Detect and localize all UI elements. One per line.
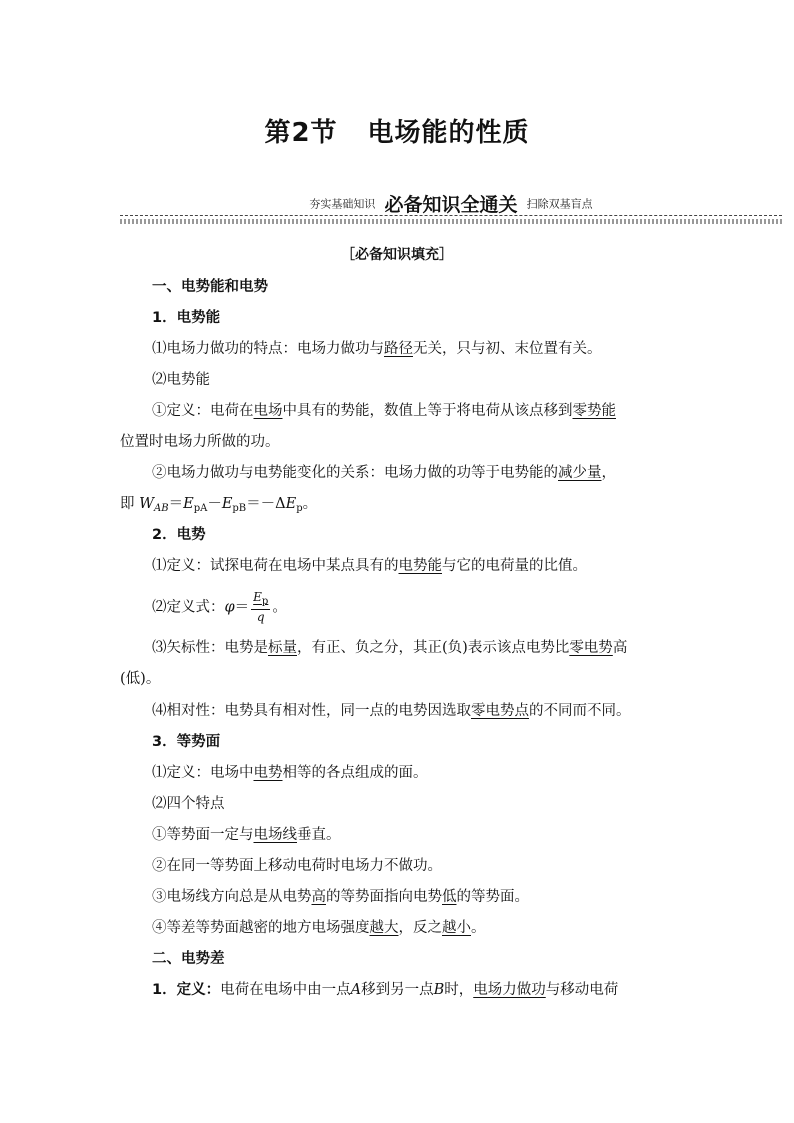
text-line: ⑶矢标性：电势是标量，有正、负之分，其正(负)表示该点电势比零电势高 xyxy=(152,640,628,656)
banner-divider xyxy=(120,215,782,216)
section-name: 电场能的性质 xyxy=(367,118,530,148)
text-line: ⑵四个特点 xyxy=(152,796,225,812)
heading-1-2: 2．电势 xyxy=(152,527,206,543)
heading-1-3: 3．等势面 xyxy=(152,734,221,750)
subheading: ［必备知识填充］ xyxy=(341,247,453,263)
banner-main-text: 必备知识全通关 xyxy=(384,194,518,216)
heading-2: 二、电势差 xyxy=(152,951,225,967)
section-banner xyxy=(120,190,782,224)
banner-right-text: 扫除双基盲点 xyxy=(526,197,593,211)
banner-left-text: 夯实基础知识 xyxy=(309,197,376,211)
text-line: ④等差等势面越密的地方电场强度越大，反之越小。 xyxy=(152,920,486,936)
text-line: ⑵电势能 xyxy=(152,372,210,388)
fraction: $\frac{E_p}{q}$ xyxy=(253,590,269,624)
text-line: ⑴电场力做功的特点：电场力做功与路径无关，只与初、末位置有关。 xyxy=(152,341,602,357)
text-line: ⑴定义：电场中电势相等的各点组成的面。 xyxy=(152,765,428,781)
text-line: ⑷相对性：电势具有相对性，同一点的电势因选取零电势点的不同而不同。 xyxy=(152,703,631,719)
text-line: ③电场线方向总是从电势高的等势面指向电势低的等势面。 xyxy=(152,889,529,905)
heading-1: 一、电势能和电势 xyxy=(152,279,268,295)
formula-line: 即 $W_{AB}=E_{pA}-E_{pB}=-\Delta E_p$。 xyxy=(120,496,318,514)
text-line: 1．定义：电荷在电场中由一点A移到另一点B时，电场力做功与移动电荷 xyxy=(152,982,619,998)
text-line: 位置时电场力所做的功。 xyxy=(120,434,280,450)
text-line: ①定义：电荷在电场中具有的势能，数值上等于将电荷从该点移到零势能 xyxy=(152,403,616,419)
banner-shadow xyxy=(120,219,782,224)
text-line: ②电场力做功与电势能变化的关系：电场力做的功等于电势能的减少量， xyxy=(152,465,616,481)
page-title xyxy=(0,112,794,149)
section-number: 第2节 xyxy=(264,118,338,148)
formula-line: ⑵定义式：φ＝ $\frac{E_p}{q}$ 。 xyxy=(152,590,287,624)
text-line: ①等势面一定与电场线垂直。 xyxy=(152,827,341,843)
heading-1-1: 1．电势能 xyxy=(152,310,221,326)
text-line: ②在同一等势面上移动电荷时电场力不做功。 xyxy=(152,858,442,874)
text-line: ⑴定义：试探电荷在电场中某点具有的电势能与它的电荷量的比值。 xyxy=(152,558,587,574)
text-line: (低)。 xyxy=(120,671,161,687)
